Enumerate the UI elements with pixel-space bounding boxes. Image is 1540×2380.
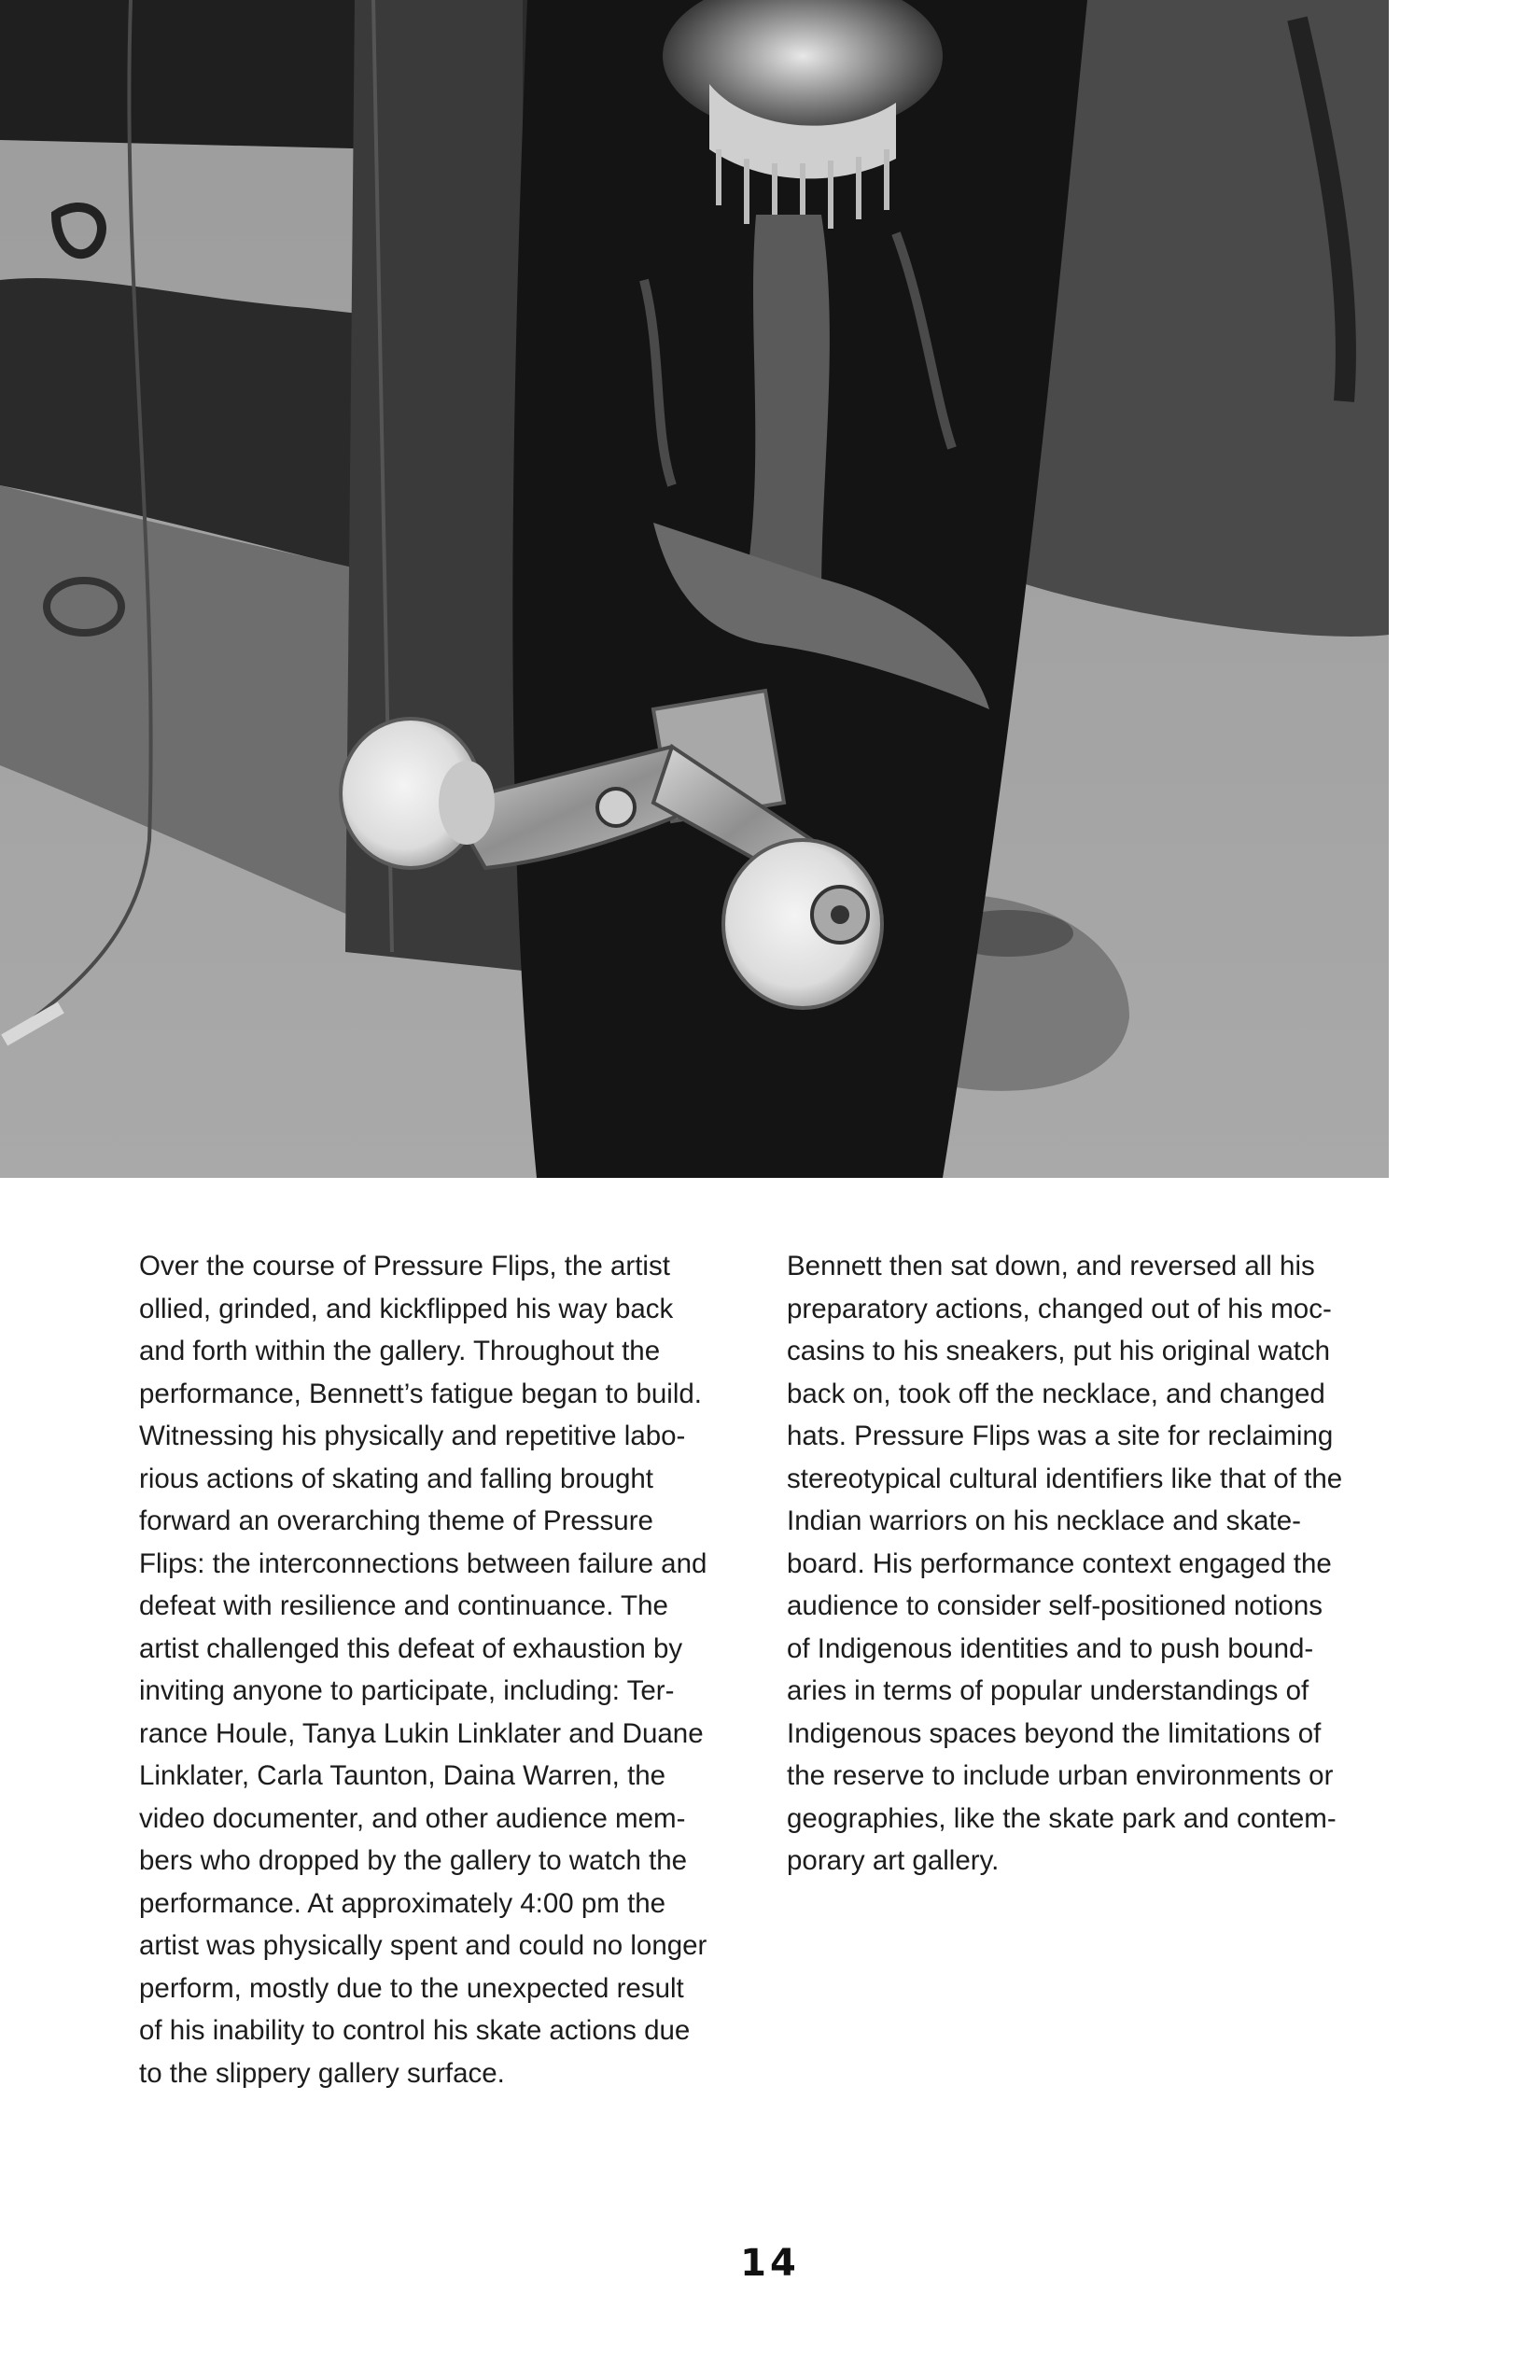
article-line: stereotypical cultural identifiers like that of the [787, 1463, 1343, 1494]
article-line: to the slippery gallery surface. [139, 2057, 505, 2089]
article-line: performance. At approximately 4:00 pm the [139, 1887, 666, 1919]
article-line: and forth within the gallery. Throughout the [139, 1336, 661, 1366]
article-line: the reserve to include urban environments or [787, 1760, 1334, 1791]
article-line: Witnessing his physically and repetitive labo- [139, 1421, 686, 1451]
article-line: Linklater, Carla Taunton, Daina Warren, the [139, 1760, 666, 1791]
article-line: audience to consider self-positioned notions [787, 1590, 1323, 1621]
article-line: aries in terms of popular understandings of [787, 1675, 1309, 1706]
article-line: artist was physically spent and could no longer [139, 1930, 707, 1961]
article-line: inviting anyone to participate, including: Ter- [139, 1675, 675, 1706]
article-line: ollied, grinded, and kickflipped his way back [139, 1293, 674, 1324]
article-column-right [787, 1245, 1398, 1883]
article-line: bers who dropped by the gallery to watch the [139, 1845, 688, 1876]
article-line: porary art gallery. [787, 1845, 1000, 1876]
article-line: Bennett then sat down, and reversed all his [787, 1251, 1315, 1281]
article-line: artist challenged this defeat of exhaustion by [139, 1632, 683, 1664]
article-line: geographies, like the skate park and contem- [787, 1802, 1337, 1834]
article-line: performance, Bennett’s fatigue began to build. [139, 1378, 702, 1409]
article-line: of his inability to control his skate actions due [139, 2015, 691, 2046]
article-line: forward an overarching theme of Pressure [139, 1505, 653, 1536]
article-line: back on, took off the necklace, and changed [787, 1378, 1325, 1409]
article-line: defeat with resilience and continuance. The [139, 1590, 668, 1621]
article-line: casins to his sneakers, put his original watch [787, 1336, 1331, 1366]
article-column-left [139, 1245, 750, 2094]
article-line: preparatory actions, changed out of his moc- [787, 1293, 1332, 1324]
article-line: perform, mostly due to the unexpected result [139, 1972, 684, 2004]
skateboard-photo [0, 0, 1389, 1178]
article-line: Over the course of Pressure Flips, the artist [139, 1251, 670, 1281]
article-line: rance Houle, Tanya Lukin Linklater and Duane [139, 1717, 704, 1749]
article-line: hats. Pressure Flips was a site for reclaiming [787, 1421, 1334, 1451]
article-line: Indian warriors on his necklace and skate- [787, 1505, 1301, 1536]
skateboard-photo-illustration [0, 0, 1389, 1178]
page-number: 14 [740, 2242, 800, 2285]
article-line: rious actions of skating and falling brought [139, 1463, 654, 1494]
article-line: Flips: the interconnections between failure and [139, 1547, 707, 1579]
article-line: Indigenous spaces beyond the limitations of [787, 1717, 1322, 1749]
article-line: board. His performance context engaged the [787, 1547, 1332, 1579]
article-line: of Indigenous identities and to push bound- [787, 1632, 1314, 1664]
article-line: video documenter, and other audience mem- [139, 1802, 686, 1834]
